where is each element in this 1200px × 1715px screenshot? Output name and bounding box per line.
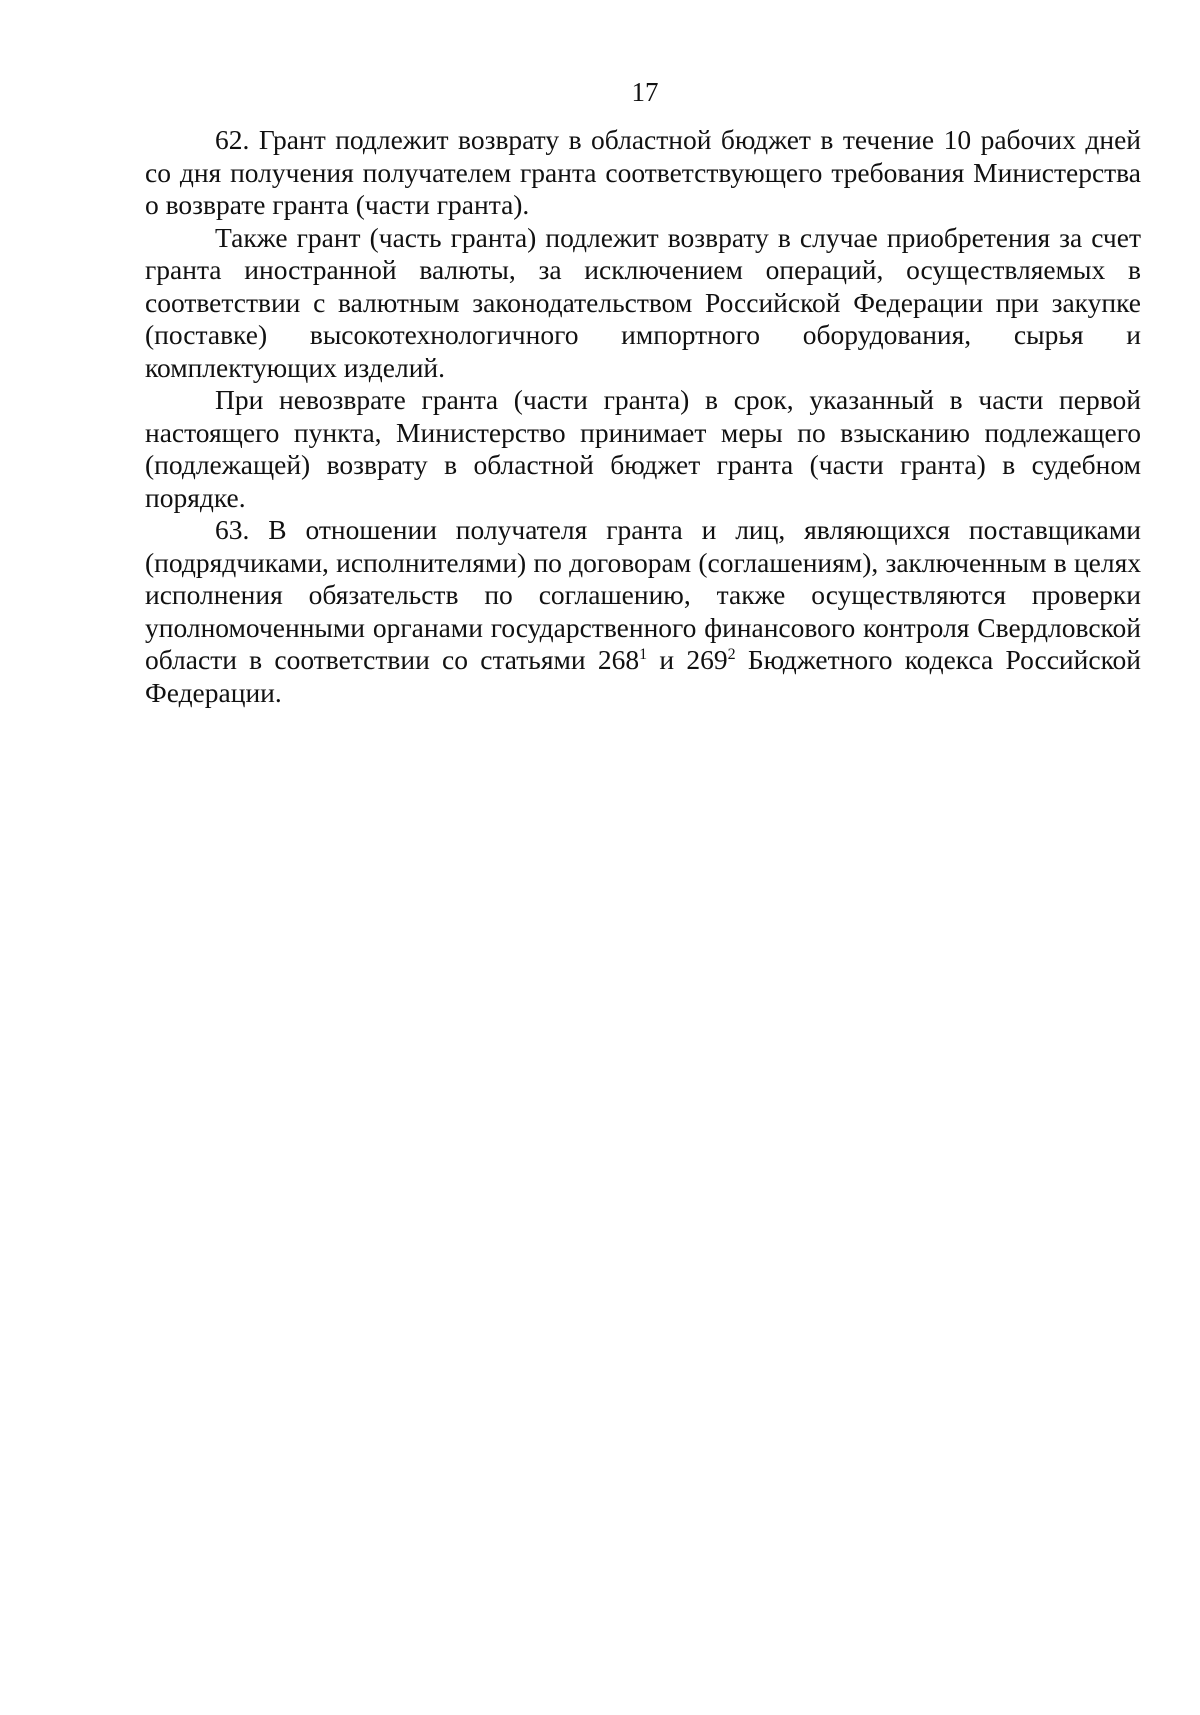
paragraph-63: [145, 514, 1141, 709]
superscript-2: 2: [727, 645, 736, 663]
paragraph-63-text-part2: и 269: [647, 644, 728, 675]
paragraph-63-text-part1: 63. В отношении получателя гранта и лиц, являющихся поставщиками (подрядчиками, исполнителями) по договорам (соглашениям), заключенным в целях исполнения обязательств по соглашению, также осуществляются проверки уполномоченными органами государственного финансового контроля Свердловской области в соответствии со статьями 268: [145, 514, 1141, 675]
page-number: 17: [631, 77, 659, 107]
paragraph-62-foreign-currency: Также грант (часть гранта) подлежит возврату в случае приобретения за счет гранта иностранной валюты, за исключением операций, осуществляемых в соответствии с валютным законодательством Российской Федерации при закупке (поставке) высокотехнологичного импортного оборудования, сырья и комплектующих изделий.: [145, 221, 1141, 383]
paragraph-62-non-return: При невозврате гранта (части гранта) в срок, указанный в части первой настоящего пункта, Министерство принимает меры по взысканию подлежащего (подлежащей) возврату в областной бюджет гранта (части гранта) в судебном порядке.: [145, 384, 1141, 513]
paragraph-62: 62. Грант подлежит возврату в областной бюджет в течение 10 рабочих дней со дня получения получателем гранта соответствующего требования Министерства о возврате гранта (части гранта).: [145, 124, 1141, 220]
paragraph-63-text-part3: Бюджетного кодекса Российской Федерации.: [145, 644, 1142, 708]
superscript-1: 1: [639, 645, 648, 663]
document-body: [145, 124, 1141, 709]
